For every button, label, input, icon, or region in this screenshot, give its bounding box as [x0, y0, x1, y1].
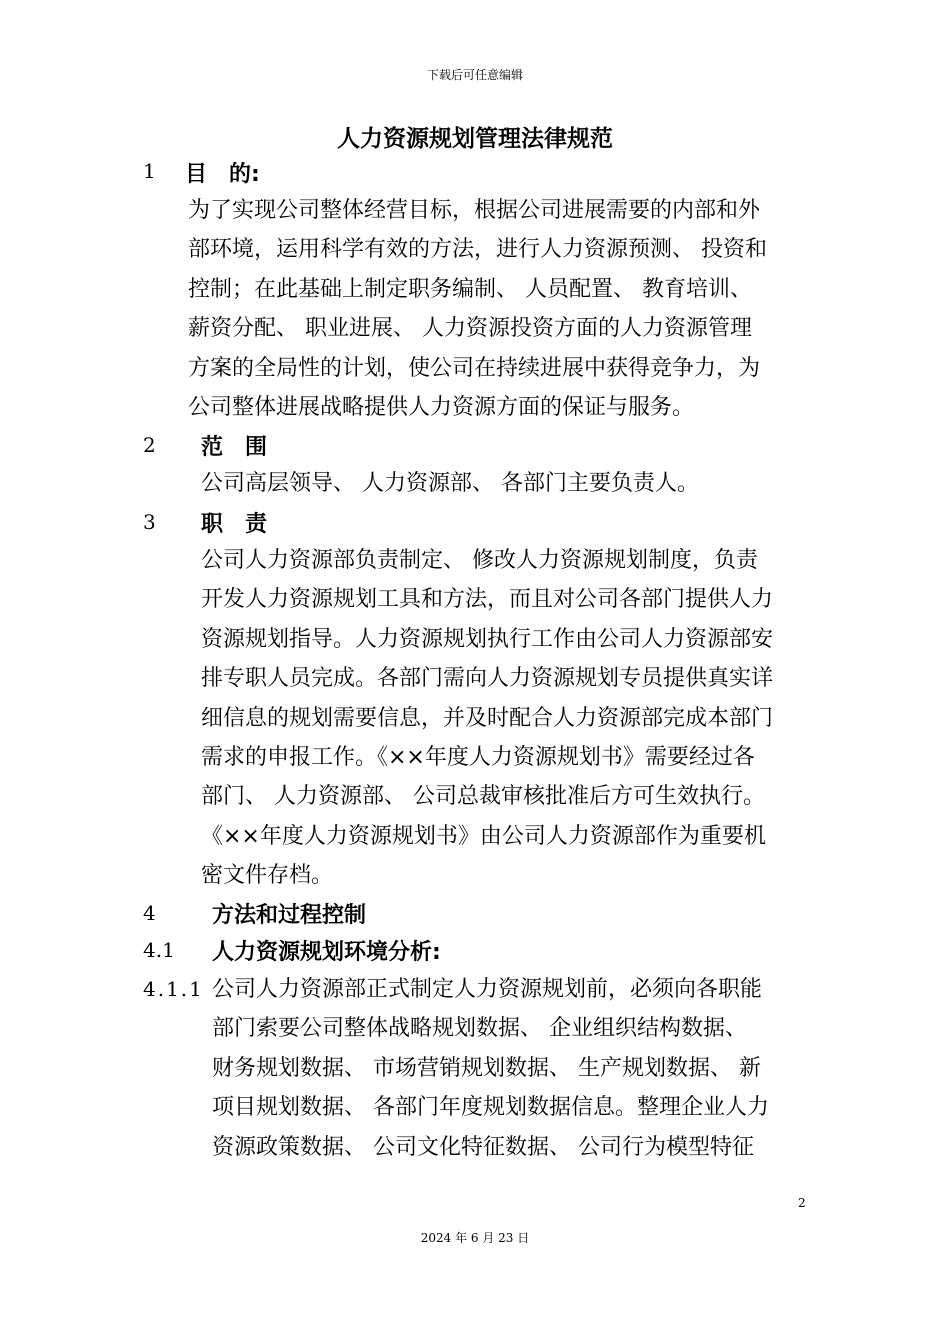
section-2-body: 公司高层领导、 人力资源部、 各部门主要负责人。	[201, 471, 699, 496]
section-2-title: 范 围	[201, 435, 268, 460]
text-line: 资源规划指导。人力资源规划执行工作由公司人力资源部安	[201, 626, 774, 652]
text-line: 部门索要公司整体战略规划数据、 企业组织结构数据、	[212, 1016, 747, 1042]
section-4-1-1-number: 4.1.1	[143, 977, 204, 1001]
text-line: 方案的全局性的计划，使公司在持续进展中获得竞争力，为	[188, 355, 761, 381]
page-number: 2	[798, 1196, 806, 1210]
section-4-1-1-body	[212, 970, 769, 1167]
text-line: 公司整体进展战略提供人力资源方面的保证与服务。	[188, 395, 695, 421]
footer-date: 2024 年 6 月 23 日	[420, 1231, 530, 1245]
text-line: 为了实现公司整体经营目标，根据公司进展需要的内部和外	[188, 198, 761, 223]
section-4-number: 4	[143, 901, 156, 925]
section-4-title: 方法和过程控制	[212, 903, 367, 928]
section-1-title: 目 的:	[185, 162, 260, 187]
text-line: 需求的申报工作。《××年度人力资源规划书》需要经过各	[201, 745, 755, 771]
text-line: 开发人力资源规划工具和方法，而且对公司各部门提供人力	[201, 587, 774, 613]
text-line: 细信息的规划需要信息，并及时配合人力资源部完成本部门	[201, 705, 774, 731]
section-3-number: 3	[143, 510, 156, 534]
section-2-number: 2	[143, 433, 156, 457]
text-line: 密文件存档。	[201, 863, 334, 889]
text-line: 部门、 人力资源部、 公司总裁审核批准后方可生效执行。	[201, 784, 765, 810]
section-3-body	[201, 541, 773, 896]
text-line: 公司人力资源部负责制定、 修改人力资源规划制度，负责	[201, 548, 758, 573]
section-4-1-number: 4.1	[143, 938, 175, 962]
text-line: 财务规划数据、 市场营销规划数据、 生产规划数据、 新	[212, 1055, 761, 1081]
document-title: 人力资源规划管理法律规范	[337, 126, 613, 152]
text-line: 排专职人员完成。各部门需向人力资源规划专员提供真实详	[201, 666, 774, 692]
section-3-title: 职 责	[201, 512, 268, 537]
text-line: 项目规划数据、 各部门年度规划数据信息。整理企业人力	[212, 1095, 769, 1121]
text-line: 资源政策数据、 公司文化特征数据、 公司行为模型特征	[212, 1134, 754, 1160]
text-line: 控制；在此基础上制定职务编制、 人员配置、 教育培训、	[188, 276, 752, 302]
section-1-body	[188, 191, 767, 427]
section-4-1-title: 人力资源规划环境分析:	[212, 940, 441, 965]
header-note: 下载后可任意编辑	[426, 68, 523, 82]
text-line: 部环境，运用科学有效的方法，进行人力资源预测、 投资和	[188, 237, 767, 263]
text-line: 薪资分配、 职业进展、 人力资源投资方面的人力资源管理	[188, 316, 752, 342]
text-line: 公司人力资源部正式制定人力资源规划前，必须向各职能	[212, 977, 763, 1002]
text-line: 《××年度人力资源规划书》由公司人力资源部作为重要机	[201, 823, 766, 849]
section-1-number: 1	[143, 159, 156, 183]
